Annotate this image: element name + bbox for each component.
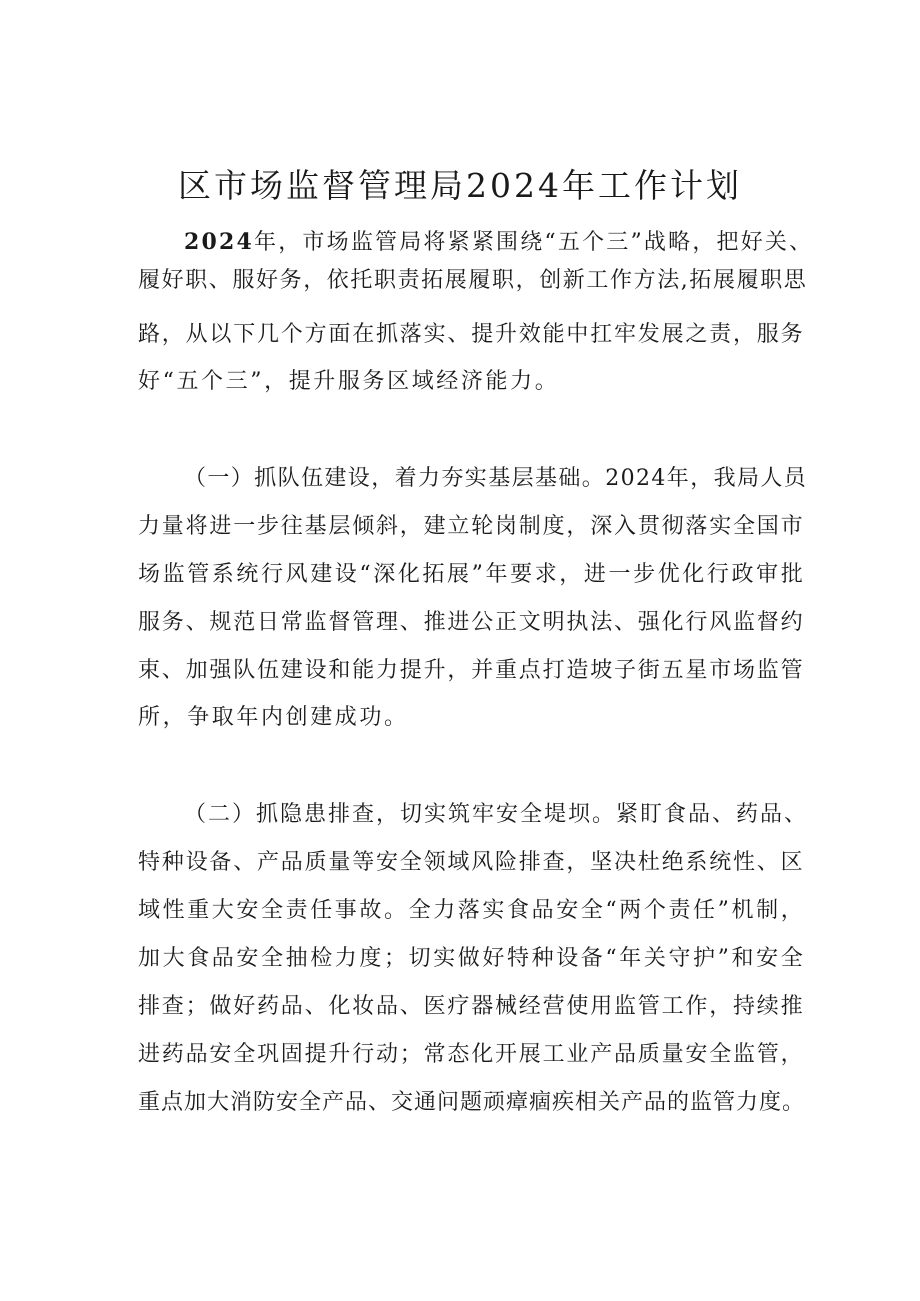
paragraph-line: 2024年，市场监管局将紧紧围绕“五个三”战略，把好关、 xyxy=(184,229,814,255)
paragraph-line: 服务、规范日常监督管理、推进公正文明执法、强化行风监督约 xyxy=(138,610,805,635)
paragraph-line: 所，争取年内创建成功。 xyxy=(138,705,409,730)
paragraph-line: 路，从以下几个方面在抓落实、提升效能中扛牢发展之责，服务 xyxy=(138,322,805,347)
paragraph-line: 履好职、服好务，依托职责拓展履职，创新工作方法,拓展履职思 xyxy=(138,268,808,293)
paragraph-line: 域性重大安全责任事故。全力落实食品安全“两个责任”机制， xyxy=(138,898,806,923)
document-title: 区市场监督管理局2024年工作计划 xyxy=(178,166,742,206)
paragraph-line: 特种设备、产品质量等安全领域风险排查，坚决杜绝系统性、区 xyxy=(138,850,805,875)
paragraph-line: 加大食品安全抽检力度；切实做好特种设备“年关守护”和安全 xyxy=(138,946,806,971)
paragraph-line: 进药品安全巩固提升行动；常态化开展工业产品质量安全监管， xyxy=(138,1042,805,1067)
paragraph-line: （一）抓队伍建设，着力夯实基层基础。2024年，我局人员 xyxy=(184,466,808,491)
paragraph-line: 束、加强队伍建设和能力提升，并重点打造坡子街五星市场监管 xyxy=(138,658,805,683)
paragraph-line: 力量将进一步往基层倾斜，建立轮岗制度，深入贯彻落实全国市 xyxy=(138,514,805,539)
paragraph-line: （二）抓隐患排查，切实筑牢安全堤坝。紧盯食品、药品、 xyxy=(184,802,809,827)
paragraph-line: 场监管系统行风建设“深化拓展”年要求，进一步优化行政审批 xyxy=(138,562,806,587)
paragraph-line: 重点加大消防安全产品、交通问题顽瘴痼疾相关产品的监管力度。 xyxy=(138,1090,806,1115)
paragraph-line: 排查；做好药品、化妆品、医疗器械经营使用监管工作，持续推 xyxy=(138,994,805,1019)
paragraph-line: 好“五个三”，提升服务区域经济能力。 xyxy=(138,369,560,394)
